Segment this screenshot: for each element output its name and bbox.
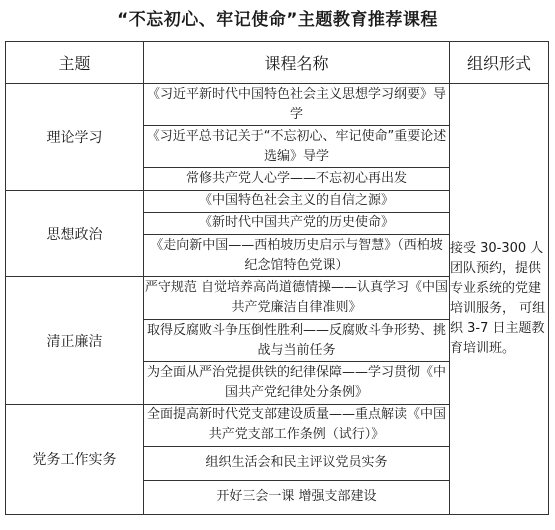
header-course: 课程名称: [144, 42, 450, 84]
course-cell: 取得反腐败斗争压倒性胜利——反腐败斗争形势、挑战与当前任务: [144, 319, 450, 361]
format-cell: 接受 30-300 人团队预约，提供专业系统的党建培训服务， 可组织 3-7 日主题教育培训班。: [450, 84, 549, 515]
course-cell: 《习近平新时代中国特色社会主义思想学习纲要》导学: [144, 84, 450, 125]
course-cell: 为全面从严治党提供铁的纪律保障——学习贯彻《中国共产党纪律处分条例》: [144, 362, 450, 404]
course-cell: 《新时代中国共产党的历史使命》: [144, 212, 450, 234]
table-header-row: [6, 42, 549, 84]
course-cell: 全面提高新时代党支部建设质量——重点解读《中国共产党支部工作条例（试行）》: [144, 404, 450, 446]
course-cell: 开好三会一课 增强支部建设: [144, 480, 450, 514]
course-cell: 《中国特色社会主义的自信之源》: [144, 190, 450, 212]
course-cell: 组织生活会和民主评议党员实务: [144, 447, 450, 480]
course-cell: 严守规范 自觉培养高尚道德情操——认真学习《中国共产党廉洁自律准则》: [144, 277, 450, 319]
theme-cell: 思想政治: [6, 190, 144, 277]
course-cell: 《习近平总书记关于“不忘初心、牢记使命”重要论述选编》导学: [144, 125, 450, 167]
course-cell: 《走向新中国——西柏坡历史启示与智慧》（西柏坡纪念馆特色党课）: [144, 235, 450, 277]
course-cell: 常修共产党人心学——不忘初心再出发: [144, 168, 450, 190]
header-theme: 主题: [6, 42, 144, 84]
header-format: 组织形式: [450, 42, 549, 84]
course-table: [5, 41, 549, 515]
table-row: [6, 84, 549, 125]
theme-cell: 理论学习: [6, 84, 144, 190]
theme-cell: 党务工作实务: [6, 404, 144, 514]
page-title: “不忘初心、牢记使命”主题教育推荐课程: [117, 10, 438, 30]
theme-cell: 清正廉洁: [6, 277, 144, 404]
